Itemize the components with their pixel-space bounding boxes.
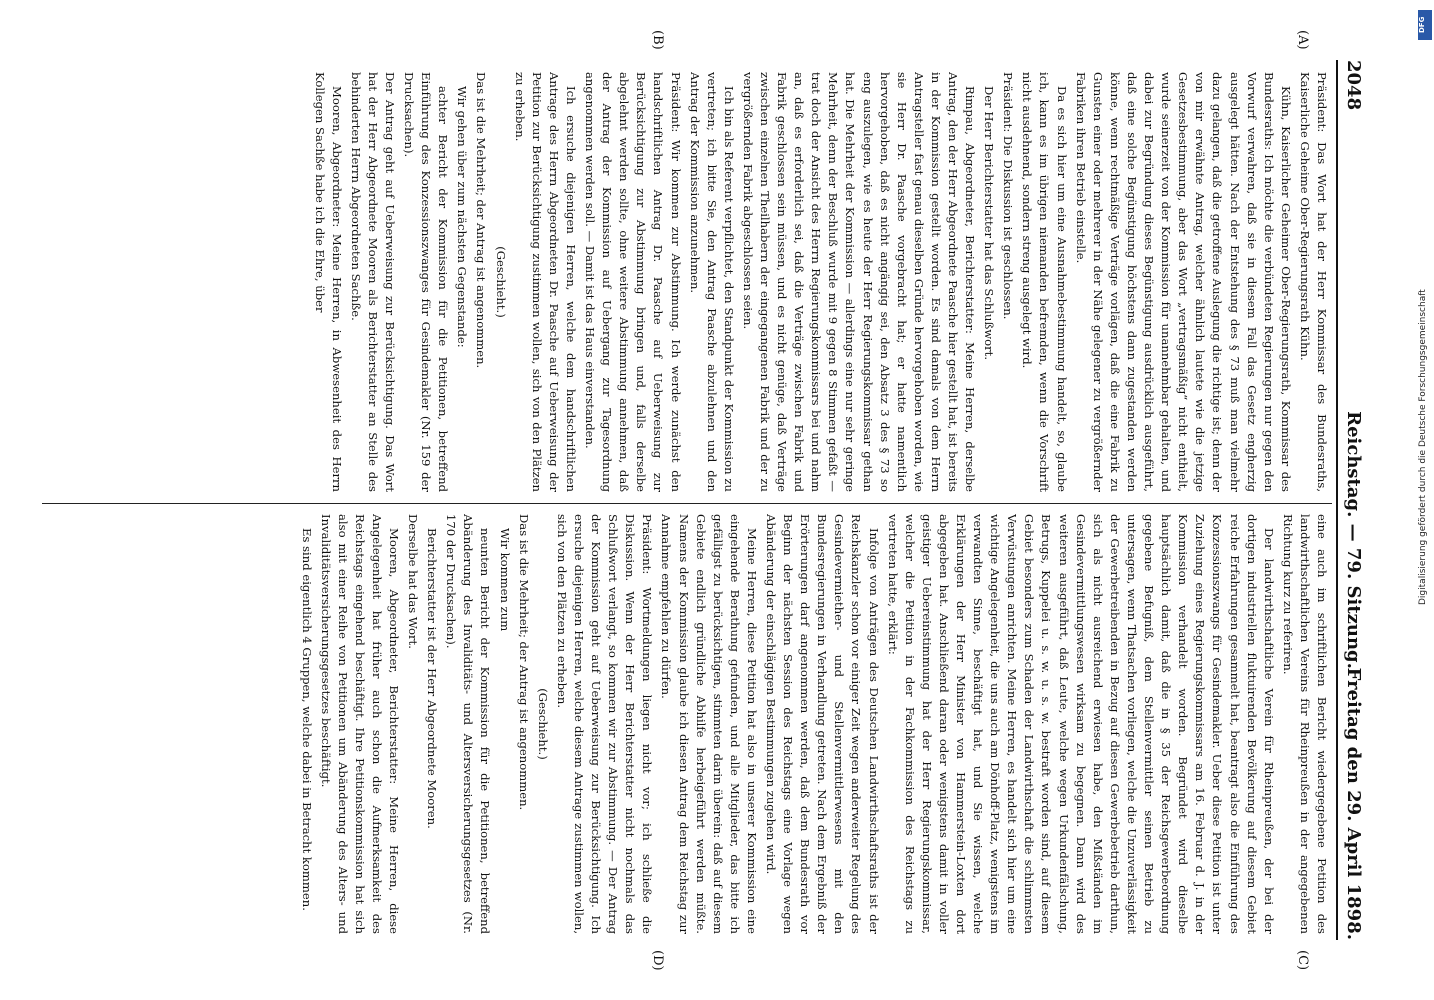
session-date: Freitag den 29. April 1898. xyxy=(1343,667,1364,940)
paragraph: Es sind eigentlich 4 Gruppen, welche dabei in Betracht kommen. xyxy=(299,528,314,911)
page-number: 2048 xyxy=(1343,60,1364,111)
paragraph: Präsident: Das Wort hat der Herr Kommissar des Bundesraths, Kaiserliche Geheime Ober-Regierungsrath Kühn. xyxy=(1297,72,1329,492)
paragraph: Präsident: Wir kommen zur Abstimmung. Ich werde zunächst den handschriftlichen Antrag Dr. Paasche auf Ueberweisung zur Berücksichtigung zur Abstimmung bringen und, falls derselbe abgelehnt werden sollte, ohne weitere Abstimmung annehmen, daß der Antrag der Kommission auf Uebergang zur Tagesordnung angenommen werden soll. — Damit ist das Haus einverstanden. xyxy=(583,72,683,492)
header-rule xyxy=(1336,60,1338,940)
dfg-logo: DFG xyxy=(1418,10,1432,40)
column-divider xyxy=(42,503,1332,504)
session-title: Reichstag. — 79. Sitzung. xyxy=(1343,411,1364,669)
paragraph: Rimpau, Abgeordneter, Berichterstatter: Meine Herren, derselbe Antrag, den der Herr Abgeordnete Paasche hier gestellt hat, ist bereits in der Kommission gestellt worden. Es sind damals von dem Herrn Antragsteller fast genau dieselben Gründe hervorgehoben worden, wie sie Herr Dr. Paasche vorgebracht hat; er hatte namentlich hervorgehoben, daß es nicht angängig sei, den Absatz 3 des § 73 so eng auszulegen, wie es heute der Herr Regierungskommissar gethan hat. Die Mehrheit der Kommission — allerdings eine nur sehr geringe Mehrheit, denn der Beschluß wurde mit 9 gegen 8 Stimmen gefaßt — trat doch der Ansicht des Herrn Regierungskommissars bei und nahm an, daß es erforderlich sei, daß die Verträge zwischen Fabrik und Fabrik geschlossen sein müssen, und es nicht genüge, daß Verträge zwischen einzelnen Theilhabern der eingegangenen Fabrik und der zu vergrößernden Fabrik abgeschlossen seien. xyxy=(740,72,978,492)
credit-text: Digitalisierung gefördert durch die Deutsche Forschungsgemeinschaft xyxy=(1418,289,1428,605)
paragraph: neunten Bericht der Kommission für die Petitionen, betreffend Abänderung des Invaliditäts- und Altersversicherungsgesetzes (Nr. 170 der Drucksachen). xyxy=(444,514,493,934)
paragraph: Ich bin als Referent verpflichtet, den Standpunkt der Kommission zu vertreten; ich bitte Sie, den Antrag Paasche abzulehnen und den Antrag der Kommission anzunehmen. xyxy=(687,72,736,492)
margin-letter-c: (C) xyxy=(1295,950,1310,971)
paragraph: eine auch im schriftlichen Bericht wiedergegebene Petition des landwirthschaftlichen Vereins für Rheinpreußen in der angegebenen Richtung kurz zu referiren. xyxy=(1280,514,1329,934)
paragraph: Präsident: Wortmeldungen liegen nicht vor; ich schließe die Diskussion. Wenn der Herr Berichterstatter nicht nochmals das Schlußwort verlangt, so kommen wir zur Abstimmung. — Der Antrag der Kommission geht auf Ueberweisung zur Berücksichtigung. Ich ersuche diejenigen Herren, welche diesem Antrage zustimmen wollen, sich von den Plätzen zu erheben. xyxy=(554,514,655,934)
paragraph: Wir gehen über zum nächsten Gegenstande: xyxy=(455,86,470,348)
margin-letter-b: (B) xyxy=(650,30,665,50)
margin-letter-d: (D) xyxy=(650,950,665,971)
paragraph: Mooren, Abgeordneter: Meine Herren, in Abwesenheit des Herrn Kollegen Sachße habe ich die Ehre, über xyxy=(312,72,344,492)
paragraph: Der Antrag geht auf Ueberweisung zur Berücksichtigung. Das Wort hat der Herr Abgeordnete Mooren als Berichterstatter an Stelle des behinderten Herrn Abgeordneten Sachße. xyxy=(348,72,398,492)
paragraph: achter Bericht der Kommission für die Petitionen, betreffend Einführung des Konzessionszwanges für Gesindemakler (Nr. 159 der Drucksachen). xyxy=(402,72,451,492)
paragraph: Da es sich hier um eine Ausnahmebestimmung handelt, so, glaube ich, kann es im übrigen niemanden befremden, wenn die Vorschrift nicht ausdehnend, sondern streng ausgelegt wird. xyxy=(1020,72,1069,492)
page-header xyxy=(1338,60,1368,940)
paragraph: (Geschieht.) xyxy=(535,688,550,760)
paragraph: Präsident: Die Diskussion ist geschlossen. xyxy=(1001,72,1016,320)
paragraph: Das ist die Mehrheit; der Antrag ist angenommen. xyxy=(516,514,531,811)
paragraph: Der Herr Berichterstatter hat das Schlußwort. xyxy=(982,86,997,361)
paragraph: Das ist die Mehrheit; der Antrag ist angenommen. xyxy=(474,72,489,369)
paragraph: Kühn, Kaiserlicher Geheimer Ober-Regierungsrath, Kommissar des Bundesraths: Ich möchte die verbündeten Regierungen nur gegen den Vorwurf verwahren, daß sie in diesem Fall das Gesetz engherzig ausgelegt hätten. Nach der Entstehung des § 73 muß man vielmehr dazu gelangen, daß die getroffene Auslegung die richtige ist; denn der von mir erwähnte Antrag, welcher ähnlich lautete wie die jetzige Gesetzesbestimmung, aber das Wort „vertragsmäßig“ nicht enthielt, wurde seinerzeit von der Kommission für unannehmbar gehalten, und dabei zur Begründung dieses Begünstigung ausdrücklich ausgeführt, daß eine solche Begünstigung höchstens dann zugestanden werden könne, wenn rechtmäßige Verträge vorlägen, daß die eine Fabrik zu Gunsten einer oder mehrerer in der Nähe gelegener zu vergrößernder Fabriken ihren Betrieb einstelle. xyxy=(1073,72,1293,492)
paragraph: Der landwirthschaftliche Verein für Rheinpreußen, der bei der dortigen industriellen fluktuirenden Bevölkerung auf diesem Gebiet reiche Erfahrungen gesammelt hat, beantragt also die Einführung des Konzessionszwangs für Gesindemakler. Ueber diese Petition ist unter Zuziehung eines Regierungskommissars am 16. Februar d. J. in der Kommission verhandelt worden. Begründet wird dieselbe hauptsächlich damit, daß die in § 35 der Reichsgewerbeordnung gegebene Befugniß, dem Stellenvermittler seinen Betrieb zu untersagen, wenn Thatsachen vorliegen, welche die Unzuverlässigkeit der Gewerbetreibenden in Bezug auf diesen Gewerbebetrieb darthun, sich als nicht ausreichend erwiesen habe, den Mißständen im Gesindevermittlungswesen wirksam zu begegnen. Dann wird des weiteren ausgeführt, daß Leute, welche wegen Urkundenfälschung, Betrugs, Kuppelei u. s. w. u. s. w. bestraft worden sind, auf diesem Gebiet besonders zum Schaden der Landwirthschaft die schlimmsten Verwüstungen anrichten. Meine Herren, es handelt sich hier um eine wichtige Angelegenheit, die uns auch am Dönhoff-Platz, wenigstens im verwandten Sinne, beschäftigt hat, und Sie wissen, welche Erklärungen der Herr Minister von Hammerstein-Loxten dort abgegeben hat. Anschließend daran oder wenigstens damit in voller geistiger Uebereinstimmung hat der Herr Regierungskommissar, welcher die Petition in der Fachkommission des Reichstags zu vertreten hatte, erklärt: xyxy=(885,514,1276,934)
paragraph: Derselbe hat das Wort. xyxy=(406,514,421,649)
paragraph: Wir kommen zum xyxy=(497,528,512,632)
digitization-credit xyxy=(1416,0,1434,1000)
paragraph: Meine Herren, diese Petition hat also in unserer Kommission eine eingehende Berathung gefunden, und alle Mitglieder, das bitte ich gefälligst zu berücksichtigen, stimmten darin überein: daß auf diesem Gebiete endlich gründliche Abhilfe herbeigeführt werden müßte. Namens der Kommission glaube ich diesen Antrag dem Reichstag zur Annahme empfehlen zu dürfen. xyxy=(659,514,759,934)
paragraph: (Geschieht.) xyxy=(493,246,508,318)
right-text-column xyxy=(40,514,1330,934)
paragraph: Berichterstatter ist der Herr Abgeordnete Mooren. xyxy=(425,528,440,829)
left-text-column xyxy=(40,72,1330,492)
paragraph: Infolge von Anträgen des Deutschen Landwirthschaftsraths ist der Reichskanzler schon vor einiger Zeit wegen anderweiter Regelung des Gesindevermiether- und Stellenvermittlerwesens mit den Bundesregierungen in Verhandlung getreten. Nach dem Ergebniß der Erörterungen darf angenommen werden, daß dem Bundesrath vor Beginn der nächsten Session des Reichstags eine Vorlage wegen Abänderung der einschlägigen Bestimmungen zugehen wird. xyxy=(764,514,881,934)
paragraph: Mooren, Abgeordneter, Berichterstatter: Meine Herren, diese Angelegenheit hat früher auch schon die Aufmerksamkeit des Reichstags eingehend beschäftigt. Ihre Petitionskommission hat sich also mit einer Reihe von Petitionen um Abänderung des Alters- und Invaliditätsversicherungsgesetzes beschäftigt. xyxy=(318,514,402,934)
margin-letter-a: (A) xyxy=(1295,30,1310,50)
paragraph: Ich ersuche diejenigen Herren, welche dem handschriftlichen Antrage des Herrn Abgeordneten Dr. Paasche auf Ueberweisung der Petition zur Berücksichtigung zustimmen wollen, sich von den Plätzen zu erheben. xyxy=(512,72,578,492)
